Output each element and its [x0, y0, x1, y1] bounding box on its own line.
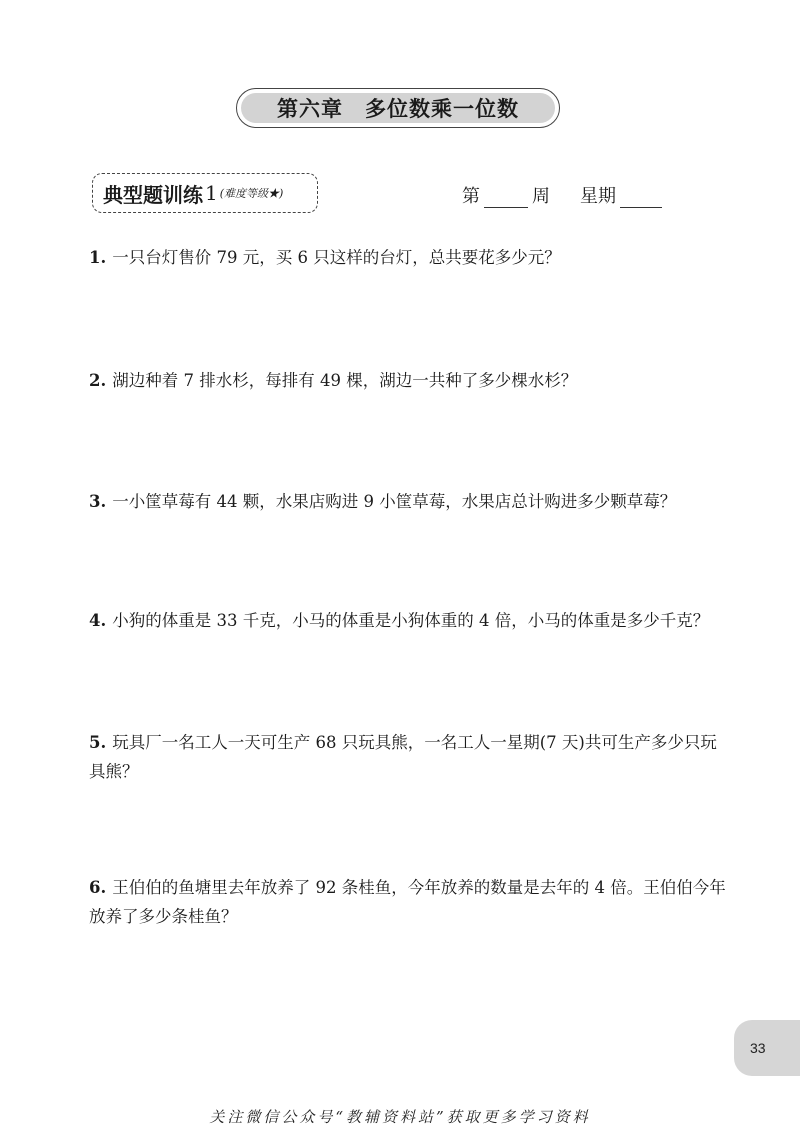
question-1 [89, 243, 729, 272]
section-title: 典型题训练 [103, 182, 203, 207]
question-text: 一只台灯售价 79 元，买 6 只这样的台灯，总共要花多少元？ [112, 248, 561, 267]
chapter-number: 第六章 [277, 96, 343, 121]
question-text: 湖边种着 7 排水杉，每排有 49 棵，湖边一共种了多少棵水杉？ [112, 371, 578, 390]
question-number: 4. [89, 611, 107, 630]
question-number: 2. [89, 371, 107, 390]
question-6 [89, 873, 729, 931]
question-text: 王伯伯的鱼塘里去年放养了 92 条桂鱼，今年放养的数量是去年的 4 倍。王伯伯今年放养了多少条桂鱼？ [89, 878, 726, 926]
difficulty-level: (难度等级★) [219, 187, 284, 200]
page-number-tab [734, 1020, 800, 1076]
week-day-line [462, 182, 662, 208]
question-5 [89, 728, 729, 786]
week-blank[interactable] [484, 187, 528, 208]
day-label: 星期 [580, 186, 616, 207]
question-3 [89, 487, 729, 516]
question-number: 1. [89, 248, 107, 267]
question-number: 3. [89, 492, 107, 511]
week-label: 周 [532, 186, 550, 207]
question-text: 小狗的体重是 33 千克，小马的体重是小狗体重的 4 倍，小马的体重是多少千克？ [112, 611, 710, 630]
footer-note: 关注微信公众号“教辅资料站”获取更多学习资料 [209, 1108, 591, 1126]
week-prefix: 第 [462, 186, 480, 207]
question-2 [89, 366, 729, 395]
question-number: 6. [89, 878, 107, 897]
question-text: 玩具厂一名工人一天可生产 68 只玩具熊，一名工人一星期(7 天)共可生产多少只玩具熊？ [89, 733, 717, 781]
question-number: 5. [89, 733, 107, 752]
chapter-title: 多位数乘一位数 [365, 96, 519, 121]
section-label-box [92, 173, 318, 213]
day-blank[interactable] [620, 187, 662, 208]
section-number: 1 [205, 181, 218, 205]
chapter-heading [241, 93, 555, 123]
question-4 [89, 606, 729, 635]
question-text: 一小筐草莓有 44 颗，水果店购进 9 小筐草莓，水果店总计购进多少颗草莓？ [112, 492, 677, 511]
chapter-banner [236, 88, 560, 128]
page-number: 33 [750, 1040, 766, 1056]
